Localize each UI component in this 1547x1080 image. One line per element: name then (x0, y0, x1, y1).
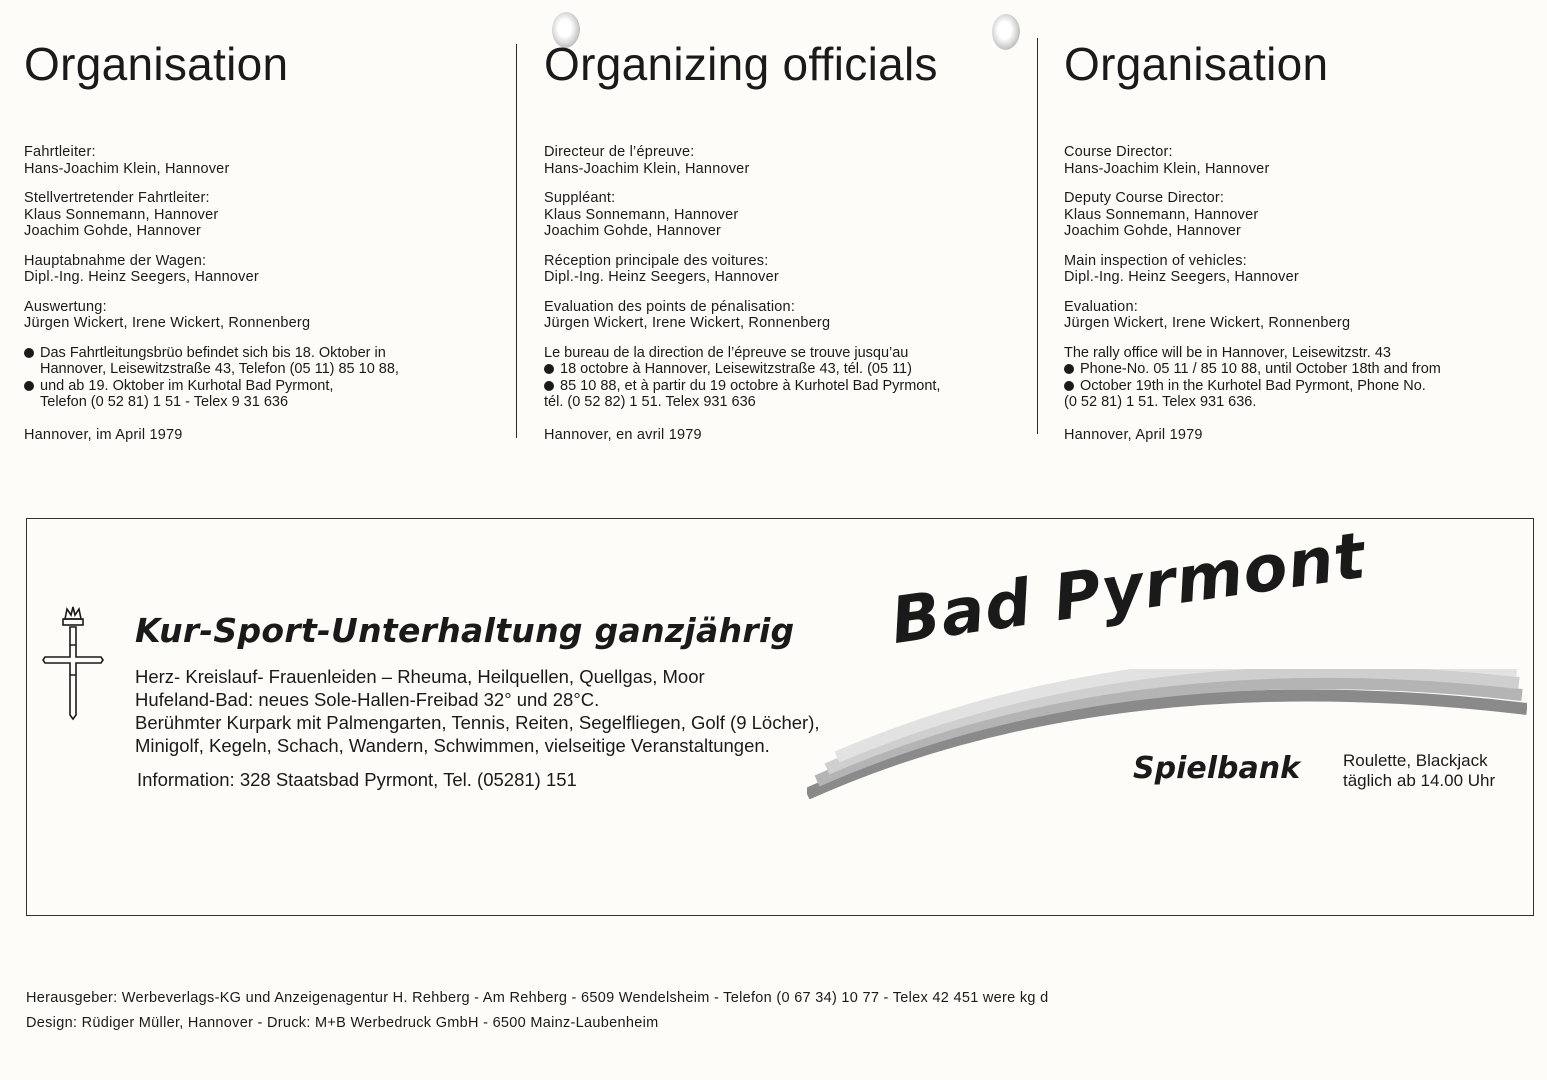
signature-line: Hannover, im April 1979 (24, 426, 183, 443)
ad-information: Information: 328 Staatsbad Pyrmont, Tel. (05281) 151 (137, 769, 577, 790)
bad-pyrmont-advertisement (26, 518, 1534, 916)
casino-line: Roulette, Blackjack (1343, 751, 1488, 770)
office-line: Hannover, Leisewitzstraße 43, Telefon (05 11) 85 10 88, (40, 361, 399, 377)
column-divider (516, 44, 517, 438)
entry-line: Klaus Sonnemann, Hannover (1064, 206, 1259, 223)
office-line: tél. (0 52 82) 1 51. Telex 931 636 (544, 394, 756, 410)
signature-line: Hannover, en avril 1979 (544, 426, 702, 443)
entry-inspection (1064, 253, 1534, 286)
column-french (544, 38, 1014, 443)
entry-deputy (24, 190, 494, 240)
ad-line: Berühmter Kurpark mit Palmengarten, Tennis, Reiten, Segelfliegen, Golf (9 Löcher), (135, 712, 820, 733)
entry-line: Dipl.-Ing. Heinz Seegers, Hannover (544, 269, 779, 285)
bullet-icon (24, 381, 34, 391)
design-line: Design: Rüdiger Müller, Hannover - Druck: M+B Werbedruck GmbH - 6500 Mainz-Laubenheim (26, 1015, 659, 1031)
entry-line: Joachim Gohde, Hannover (24, 223, 202, 239)
entry-evaluation (544, 299, 1014, 332)
entry-evaluation (1064, 299, 1534, 332)
entry-line: Joachim Gohde, Hannover (544, 223, 722, 239)
brand-logo: Bad Pyrmont (886, 519, 1371, 659)
office-line: 85 10 88, et à partir du 19 octobre à Kurhotel Bad Pyrmont, (560, 377, 941, 394)
crowned-cross-icon (41, 605, 105, 721)
bullet-icon (1064, 381, 1074, 391)
ad-line: Minigolf, Kegeln, Schach, Wandern, Schwimmen, vielseitige Veranstaltungen. (135, 735, 770, 756)
bullet-icon (1064, 364, 1074, 374)
office-line: 18 octobre à Hannover, Leisewitzstraße 43, tél. (05 11) (560, 361, 912, 377)
ad-line: Herz- Kreislauf- Frauenleiden – Rheuma, Heilquellen, Quellgas, Moor (135, 666, 705, 687)
bullet-icon (24, 348, 34, 358)
column-english (1064, 38, 1534, 443)
imprint-footer (26, 986, 1048, 1036)
office-line: The rally office will be in Hannover, Leisewitzstr. 43 (1064, 344, 1391, 361)
office-line: (0 52 81) 1 51. Telex 931 636. (1064, 394, 1257, 410)
entry-label: Course Director: (1064, 144, 1173, 160)
office-line: Le bureau de la direction de l’épreuve se trouve jusqu’au (544, 344, 909, 361)
office-line: Das Fahrtleitungsbrüo befindet sich bis 18. Oktober in (40, 344, 386, 361)
bullet-icon (544, 381, 554, 391)
entry-deputy (1064, 190, 1534, 240)
entry-label: Directeur de l’épreuve: (544, 144, 695, 160)
column-title: Organisation (1064, 38, 1329, 90)
entry-line: Hans-Joachim Klein, Hannover (24, 160, 230, 177)
entry-line: Jürgen Wickert, Irene Wickert, Ronnenberg (1064, 315, 1351, 331)
ad-headline: Kur-Sport-Unterhaltung ganzjährig (135, 611, 795, 650)
column-title: Organisation (24, 38, 289, 90)
casino-title: Spielbank (1133, 751, 1301, 786)
office-line: October 19th in the Kurhotel Bad Pyrmont, Phone No. (1080, 377, 1426, 394)
entry-line: Jürgen Wickert, Irene Wickert, Ronnenberg (544, 315, 831, 331)
entry-line: Klaus Sonnemann, Hannover (544, 206, 739, 223)
entry-course-director (24, 144, 494, 177)
entry-line: Hans-Joachim Klein, Hannover (544, 160, 750, 177)
office-line: Telefon (0 52 81) 1 51 - Telex 9 31 636 (40, 394, 289, 410)
entry-label: Fahrtleiter: (24, 144, 96, 160)
entry-line: Klaus Sonnemann, Hannover (24, 206, 219, 223)
office-notice (24, 345, 494, 411)
entry-label: Auswertung: (24, 298, 107, 315)
casino-hours (1343, 751, 1495, 791)
entry-deputy (544, 190, 1014, 240)
entry-label: Main inspection of vehicles: (1064, 252, 1247, 269)
entry-label: Evaluation des points de pénalisation: (544, 298, 796, 315)
bullet-icon (544, 364, 554, 374)
entry-line: Joachim Gohde, Hannover (1064, 223, 1242, 239)
entry-inspection (24, 253, 494, 286)
office-line: Phone-No. 05 11 / 85 10 88, until October 18th and from (1080, 361, 1441, 377)
signature-line: Hannover, April 1979 (1064, 426, 1203, 443)
entry-line: Hans-Joachim Klein, Hannover (1064, 160, 1270, 177)
column-divider (1037, 38, 1038, 434)
office-notice (544, 345, 1014, 411)
entry-line: Dipl.-Ing. Heinz Seegers, Hannover (24, 269, 259, 285)
entry-course-director (544, 144, 1014, 177)
casino-line: täglich ab 14.00 Uhr (1343, 771, 1496, 790)
column-german (24, 38, 494, 443)
entry-line: Dipl.-Ing. Heinz Seegers, Hannover (1064, 269, 1299, 285)
entry-line: Jürgen Wickert, Irene Wickert, Ronnenberg (24, 315, 311, 331)
ad-line: Hufeland-Bad: neues Sole-Hallen-Freibad 32° und 28°C. (135, 689, 600, 710)
entry-label: Réception principale des voitures: (544, 252, 769, 269)
column-title: Organizing officials (544, 38, 938, 90)
entry-label: Suppléant: (544, 190, 616, 206)
office-line: und ab 19. Oktober im Kurhotal Bad Pyrmont, (40, 377, 334, 394)
entry-label: Hauptabnahme der Wagen: (24, 252, 207, 269)
entry-course-director (1064, 144, 1534, 177)
entry-inspection (544, 253, 1014, 286)
publisher-line: Herausgeber: Werbeverlags-KG und Anzeigenagentur H. Rehberg - Am Rehberg - 6509 Wendelsheim - Telefon (0 67 34) 10 77 - Telex 42 451 were kg d (26, 990, 1049, 1006)
entry-label: Evaluation: (1064, 298, 1138, 315)
entry-label: Deputy Course Director: (1064, 190, 1225, 206)
entry-evaluation (24, 299, 494, 332)
entry-label: Stellvertretender Fahrtleiter: (24, 190, 210, 206)
ad-description (135, 665, 820, 757)
office-notice (1064, 345, 1534, 411)
